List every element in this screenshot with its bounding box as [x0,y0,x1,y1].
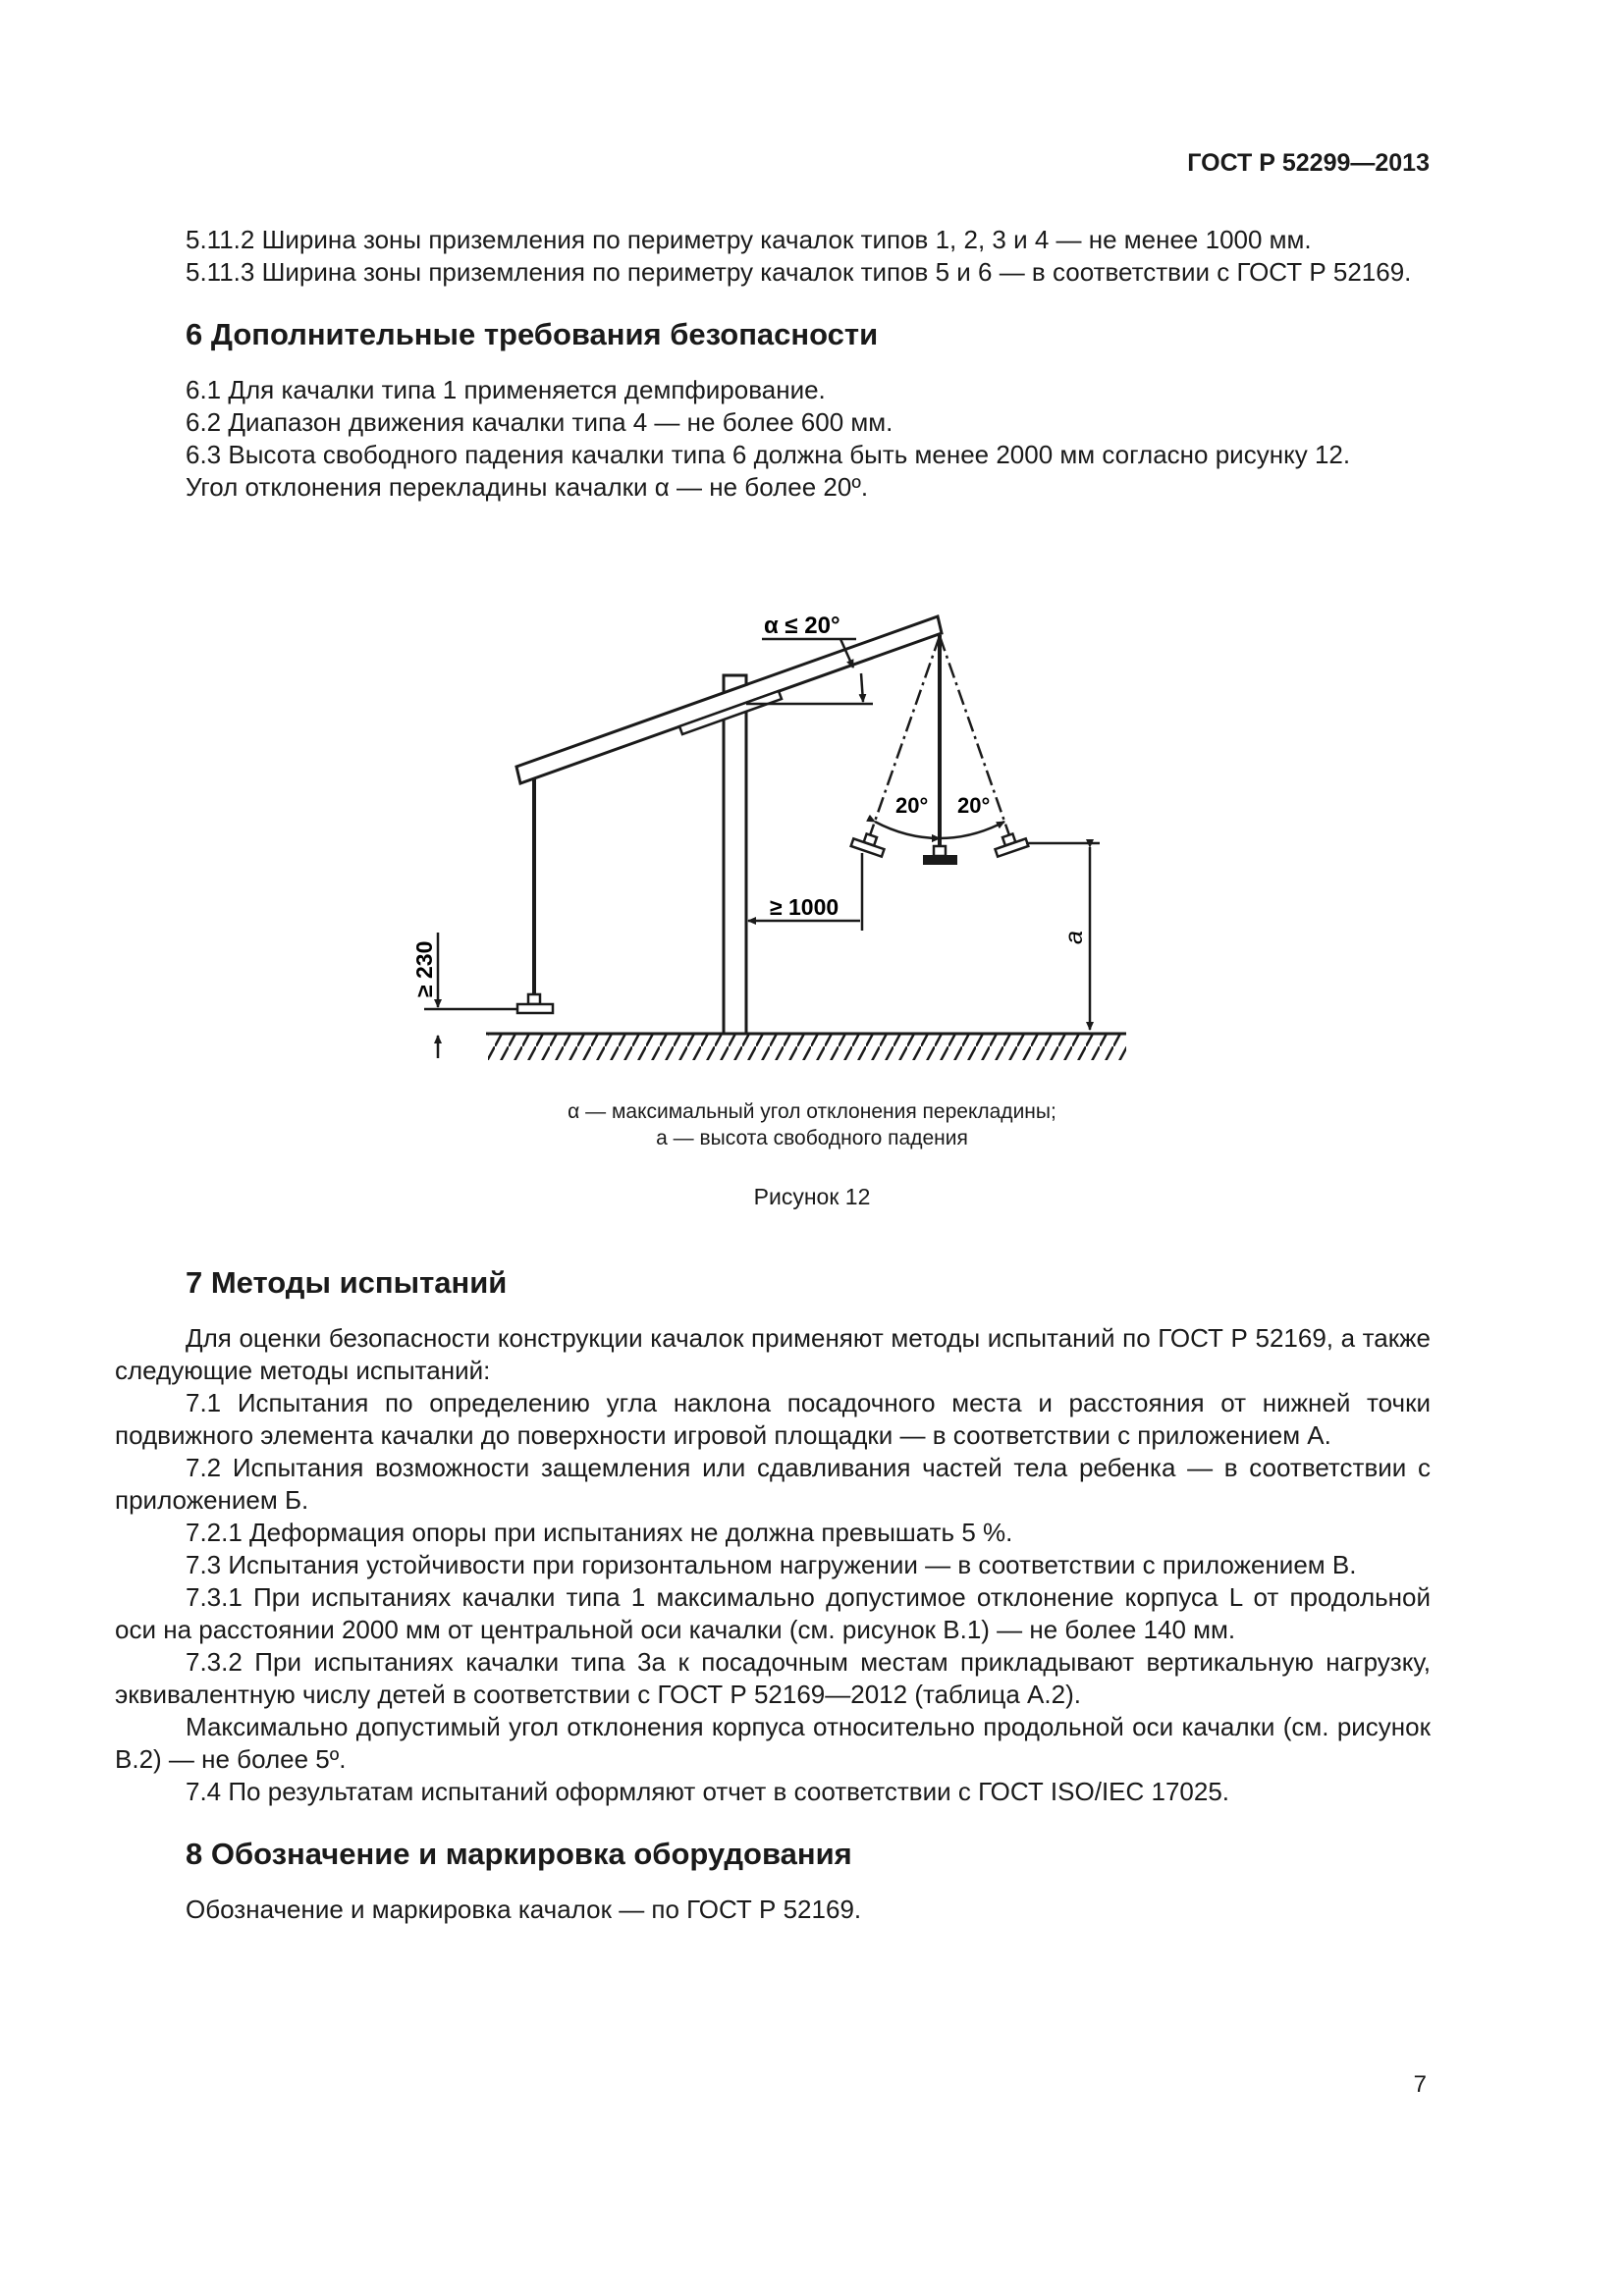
figure-note [0,1098,1624,1151]
angle-arc-right [940,822,1004,838]
ground [486,1034,1126,1060]
left-seat-bracket [528,994,540,1004]
section-7-heading: 7 Методы испытаний [186,1265,508,1300]
left-seat [517,1004,553,1013]
figure-note-a: a — высота свободного падения [656,1127,968,1149]
swing-diagram [0,0,1624,1098]
document-header: ГОСТ Р 52299—2013 [1187,149,1430,177]
section-6-heading: 6 Дополнительные требования безопасности [186,317,879,351]
paragraph-7-2-1: 7.2.1 Деформация опоры при испытаниях не должна превышать 5 %. [186,1518,1013,1547]
paragraph-6-2: 6.2 Диапазон движения качалки типа 4 — не более 600 мм. [186,407,893,437]
left-deflected-seat [851,830,888,857]
paragraph-7-4: 7.4 По результатам испытаний оформляют отчет в соответствии с ГОСТ ISO/IEC 17025. [186,1777,1230,1806]
right-deflected-seat [993,830,1029,857]
section-8-heading: 8 Обозначение и маркировка оборудования [186,1837,852,1871]
label-angle-right: 20° [957,793,991,818]
paragraph-7-3-2: 7.3.2 При испытаниях качалки типа 3а к посадочным местам прикладывают вертикальную нагрузку, эквивалентную числу детей в соответствии с ГОСТ Р 52169—2012 (таблица А.2). [115,1647,1431,1709]
label-alpha: α ≤ 20° [764,613,840,639]
paragraph-7-3-2-cont: Максимально допустимый угол отклонения корпуса относительно продольной оси качалки (см. рисунок В.2) — не более 5º. [115,1712,1431,1774]
paragraph-7-intro: Для оценки безопасности конструкции качалок применяют методы испытаний по ГОСТ Р 52169, а также следующие методы испытаний: [115,1323,1431,1385]
label-angle-left: 20° [895,793,929,818]
figure-note-alpha: α — максимальный угол отклонения перекладины; [568,1100,1056,1123]
center-seat-bracket [934,846,946,856]
paragraph-5-11-2: 5.11.2 Ширина зоны приземления по периметру качалок типов 1, 2, 3 и 4 — не менее 1000 мм. [186,225,1312,254]
label-dist-1000: ≥ 1000 [770,894,839,920]
central-post [724,675,746,1034]
paragraph-6-1: 6.1 Для качалки типа 1 применяется демпфирование. [186,375,826,404]
paragraph-7-3: 7.3 Испытания устойчивости при горизонтальном нагружении — в соответствии с приложением В. [186,1550,1357,1579]
page-number: 7 [1413,2071,1427,2098]
paragraph-6-3: 6.3 Высота свободного падения качалки типа 6 должна быть менее 2000 мм согласно рисунку 12. [186,440,1351,469]
paragraph-8: Обозначение и маркировка качалок — по ГОСТ Р 52169. [186,1895,862,1924]
alpha-arrow [861,673,863,702]
paragraph-6-3-cont: Угол отклонения перекладины качалки α — не более 20º. [186,472,869,502]
label-a: a [1060,931,1088,944]
lower-content [115,1266,1431,1926]
paragraph-7-2: 7.2 Испытания возможности защемления или сдавливания частей тела ребенка — в соответствии с приложением Б. [115,1453,1431,1515]
paragraph-5-11-3: 5.11.3 Ширина зоны приземления по периметру качалок типов 5 и 6 — в соответствии с ГОСТ Р 52169. [186,257,1412,287]
figure-caption: Рисунок 12 [753,1184,871,1209]
paragraph-7-3-1: 7.3.1 При испытаниях качалки типа 1 максимально допустимое отклонение корпуса L от продольной оси на расстоянии 2000 мм от центральной оси качалки (см. рисунок В.1) — не более 140 мм. [115,1582,1431,1644]
paragraph-7-1: 7.1 Испытания по определению угла наклона посадочного места и расстояния от нижней точки подвижного элемента качалки до поверхности игровой площадки — в соответствии с приложением А. [115,1388,1431,1450]
center-seat [924,856,956,864]
label-height-230: ≥ 230 [411,940,437,997]
angle-arc-left [875,822,940,838]
